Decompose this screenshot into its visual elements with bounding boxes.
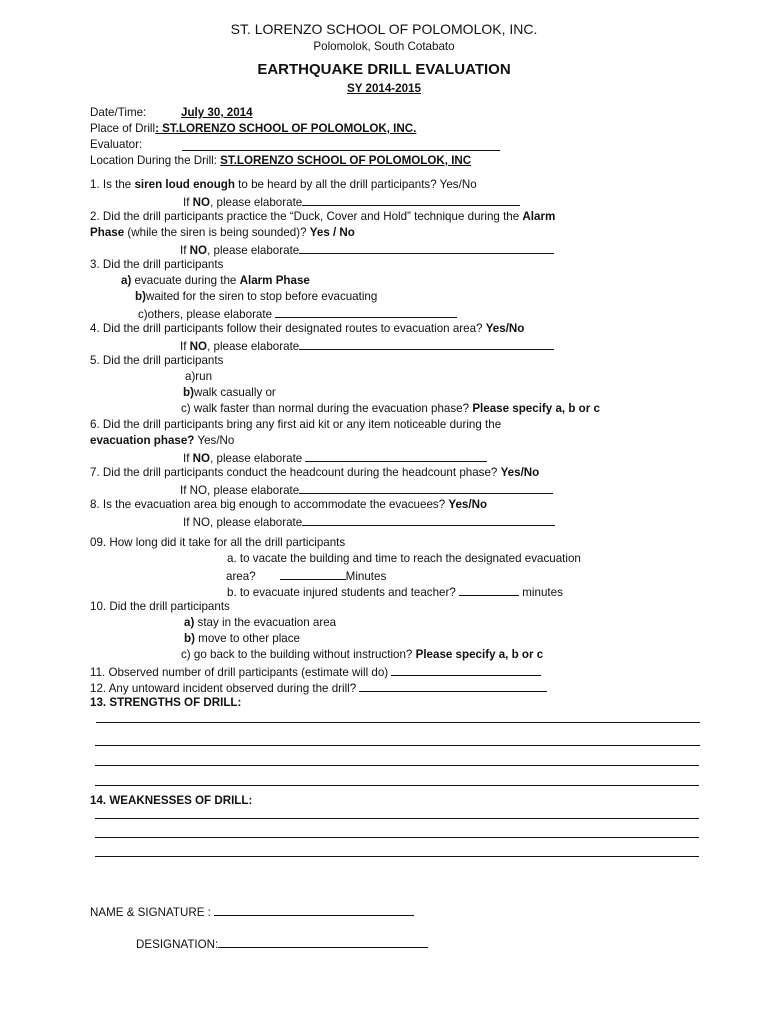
q3-a-letter: a) xyxy=(121,274,132,287)
q9-minutes: Minutes xyxy=(345,570,387,583)
place-label: Place of Drill xyxy=(90,122,156,135)
q5-option-a: a)run xyxy=(185,370,213,383)
q6-evac-phase: evacuation phase? xyxy=(90,434,195,447)
q6-no: NO xyxy=(192,452,211,465)
q6-blank[interactable] xyxy=(305,450,487,462)
date-value: July 30, 2014 xyxy=(181,106,253,119)
location-label: Location During the Drill: xyxy=(90,154,221,167)
q1-blank[interactable] xyxy=(302,194,520,206)
q10-specify: Please specify a, b or c xyxy=(415,648,544,661)
location-value: ST.LORENZO SCHOOL OF POLOMOLOK, INC xyxy=(220,154,472,167)
weaknesses-line-3[interactable] xyxy=(95,856,699,857)
q3-option-c xyxy=(138,306,457,322)
q9-option-b xyxy=(227,584,563,600)
q4-followup xyxy=(180,338,554,354)
question-10: 10. Did the drill participants xyxy=(90,600,230,613)
q2-blank[interactable] xyxy=(299,242,554,254)
q4-blank[interactable] xyxy=(299,338,554,350)
q3-option-b xyxy=(135,290,377,304)
strengths-heading: 13. STRENGTHS OF DRILL: xyxy=(90,696,242,709)
question-3: 3. Did the drill participants xyxy=(90,258,224,271)
q2-no: NO xyxy=(189,244,208,257)
q1-no: NO xyxy=(192,196,211,209)
weaknesses-line-1[interactable] xyxy=(95,818,699,819)
question-2-cont xyxy=(90,226,355,240)
q6-followup xyxy=(183,450,487,466)
location-row xyxy=(90,154,471,168)
strengths-line-3[interactable] xyxy=(95,765,699,766)
q7-yes-no: Yes/No xyxy=(500,466,540,479)
q8-followup xyxy=(183,514,555,530)
strengths-line-1[interactable] xyxy=(96,722,700,723)
place-row xyxy=(90,122,416,136)
q5-option-c xyxy=(181,402,600,416)
q3-c-text: c)others, please elaborate xyxy=(138,308,276,321)
q8-text: 8. Is the evacuation area big enough to accommodate the evacuees? xyxy=(90,498,449,511)
weaknesses-heading: 14. WEAKNESSES OF DRILL: xyxy=(90,794,253,807)
designation-label: DESIGNATION: xyxy=(136,938,219,951)
q9-area: area? xyxy=(226,570,256,583)
q2-followup xyxy=(180,242,554,258)
question-4 xyxy=(90,322,524,336)
strengths-line-4[interactable] xyxy=(95,785,699,786)
q10-a-letter: a) xyxy=(184,616,195,629)
q3-a-text: evacuate during the xyxy=(131,274,240,287)
q8-yes-no: Yes/No xyxy=(448,498,488,511)
question-9: 09. How long did it take for all the drill participants xyxy=(90,536,346,549)
designation-blank[interactable] xyxy=(218,936,428,948)
school-year: SY 2014-2015 xyxy=(347,82,421,95)
q2-text: 2. Did the drill participants practice the “Duck, Cover and Hold” technique during the xyxy=(90,210,523,223)
q1-followup xyxy=(183,194,520,210)
q2-if: If xyxy=(180,244,190,257)
q7-followup xyxy=(180,482,553,498)
q12-blank[interactable] xyxy=(359,680,547,692)
q9-b-text: b. to evacuate injured students and teacher? xyxy=(227,586,460,599)
document-title: EARTHQUAKE DRILL EVALUATION xyxy=(257,61,511,78)
q12-text: 12. Any untoward incident observed during the drill? xyxy=(90,682,360,695)
q3-b-letter: b) xyxy=(135,290,146,303)
q7-blank[interactable] xyxy=(299,482,553,494)
name-signature-label: NAME & SIGNATURE : xyxy=(90,906,215,919)
q11-blank[interactable] xyxy=(391,664,541,676)
q3-b-text: waited for the siren to stop before evacuating xyxy=(145,290,378,303)
q5-option-b xyxy=(183,386,276,400)
q6-yes-no: Yes/No xyxy=(194,434,235,447)
evaluator-row xyxy=(90,138,142,152)
date-row xyxy=(90,106,253,120)
q4-text: 4. Did the drill participants follow their designated routes to evacuation area? xyxy=(90,322,486,335)
q7-elaborate: If NO, please elaborate xyxy=(180,484,300,497)
q2-yes-no: Yes / No xyxy=(309,226,355,239)
question-12 xyxy=(90,680,547,696)
question-6: 6. Did the drill participants bring any first aid kit or any item noticeable during the xyxy=(90,418,502,431)
question-2 xyxy=(90,210,555,224)
q9-b-minutes: minutes xyxy=(519,586,563,599)
weaknesses-line-2[interactable] xyxy=(95,837,699,838)
q9-b-blank[interactable] xyxy=(459,584,519,596)
q10-b-text: move to other place xyxy=(194,632,300,645)
q6-elaborate: , please elaborate xyxy=(210,452,306,465)
q10-c-text: c) go back to the building without instruction? xyxy=(181,648,416,661)
q4-elaborate: , please elaborate xyxy=(207,340,300,353)
q9-minutes-blank[interactable] xyxy=(280,568,346,580)
strengths-line-2[interactable] xyxy=(95,745,700,746)
q1-text: 1. Is the xyxy=(90,178,135,191)
question-1 xyxy=(90,178,477,192)
evaluator-label: Evaluator: xyxy=(90,138,143,151)
q4-no: NO xyxy=(189,340,208,353)
evaluator-blank[interactable] xyxy=(182,139,500,151)
q2-alarm: Alarm xyxy=(522,210,556,223)
q9-option-a: a. to vacate the building and time to reach the designated evacuation xyxy=(227,552,581,565)
q3-option-a xyxy=(121,274,310,288)
name-signature-row xyxy=(90,904,414,920)
question-11 xyxy=(90,664,541,680)
question-8 xyxy=(90,498,487,512)
q2-text-2: (while the siren is being sounded)? xyxy=(124,226,310,239)
q10-option-b xyxy=(184,632,300,646)
q6-if: If xyxy=(183,452,193,465)
q2-phase: Phase xyxy=(90,226,125,239)
school-name: ST. LORENZO SCHOOL OF POLOMOLOK, INC. xyxy=(230,21,538,37)
q10-option-a xyxy=(184,616,336,630)
question-5: 5. Did the drill participants xyxy=(90,354,224,367)
question-7 xyxy=(90,466,539,480)
question-6-cont xyxy=(90,434,234,448)
q5-specify: Please specify a, b or c xyxy=(472,402,600,415)
school-address: Polomolok, South Cotabato xyxy=(313,40,455,53)
q10-b-letter: b) xyxy=(184,632,195,645)
q10-a-text: stay in the evacuation area xyxy=(194,616,337,629)
q9-option-a-cont xyxy=(226,568,386,584)
name-signature-blank[interactable] xyxy=(214,904,414,916)
q10-option-c xyxy=(181,648,543,662)
q3-alarm-phase: Alarm Phase xyxy=(239,274,310,287)
q4-yes-no: Yes/No xyxy=(485,322,525,335)
q1-if: If xyxy=(183,196,193,209)
q1-bold: siren loud enough xyxy=(134,178,235,191)
designation-row xyxy=(136,936,428,952)
q5-c-text: c) walk faster than normal during the evacuation phase? xyxy=(181,402,473,415)
q1-elaborate: , please elaborate xyxy=(210,196,303,209)
q11-text: 11. Observed number of drill participants (estimate will do) xyxy=(90,666,392,679)
q1-text-end: to be heard by all the drill participants? Yes/No xyxy=(234,178,477,191)
place-value: : ST.LORENZO SCHOOL OF POLOMOLOK, INC. xyxy=(155,122,417,135)
q8-blank[interactable] xyxy=(302,514,555,526)
q5-b-letter: b) xyxy=(183,386,194,399)
date-label: Date/Time: xyxy=(90,106,147,119)
q8-elaborate: If NO, please elaborate xyxy=(183,516,303,529)
q7-text: 7. Did the drill participants conduct the headcount during the headcount phase? xyxy=(90,466,501,479)
q4-if: If xyxy=(180,340,190,353)
q2-elaborate: , please elaborate xyxy=(207,244,300,257)
q3-blank[interactable] xyxy=(275,306,457,318)
q5-b-text: walk casually or xyxy=(193,386,276,399)
